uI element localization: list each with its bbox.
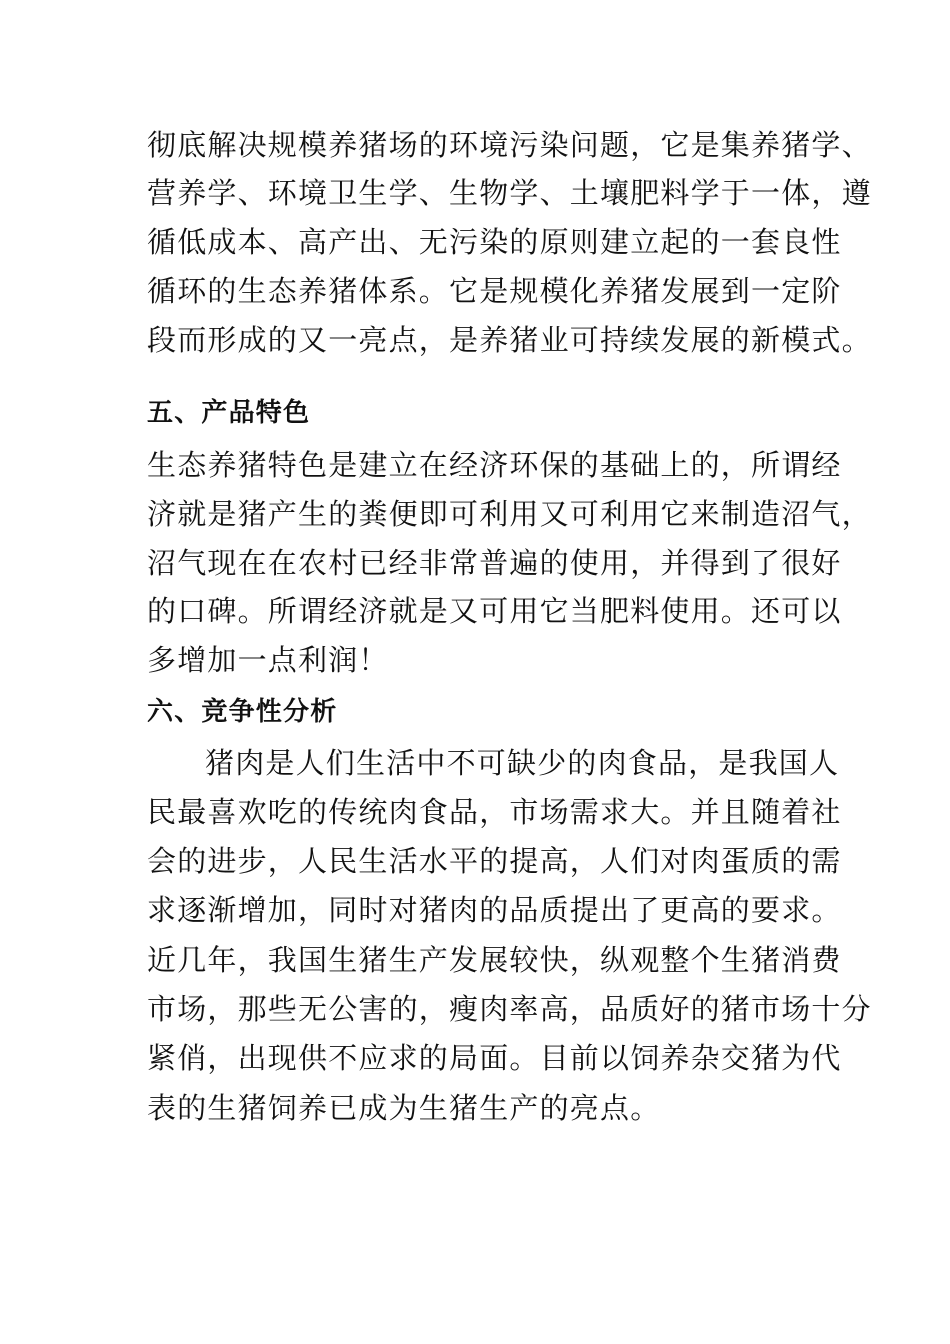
text-line: 紧俏，出现供不应求的局面。目前以饲养杂交猪为代 (147, 1041, 842, 1075)
text-line: 民最喜欢吃的传统肉食品，市场需求大。并且随着社 (147, 795, 842, 829)
section-heading: 六、竞争性分析 (147, 697, 338, 727)
text-line: 求逐渐增加，同时对猪肉的品质提出了更高的要求。 (147, 893, 842, 927)
text-line: 表的生猪饲养已成为生猪生产的亮点。 (147, 1091, 661, 1125)
text-line: 会的进步，人民生活水平的提高，人们对肉蛋质的需 (147, 844, 842, 878)
text-line: 沼气现在在农村已经非常普遍的使用，并得到了很好 (147, 546, 842, 580)
text-line: 市场，那些无公害的，瘦肉率高，品质好的猪市场十分 (147, 992, 872, 1026)
text-line: 猪肉是人们生活中不可缺少的肉食品，是我国人 (205, 746, 840, 780)
text-line: 近几年，我国生猪生产发展较快，纵观整个生猪消费 (147, 943, 842, 977)
text-line: 循低成本、高产出、无污染的原则建立起的一套良性 (147, 225, 842, 259)
text-line: 营养学、环境卫生学、生物学、土壤肥料学于一体，遵 (147, 176, 872, 210)
text-line: 济就是猪产生的粪便即可利用又可利用它来制造沼气， (147, 497, 872, 531)
text-line: 生态养猪特色是建立在经济环保的基础上的，所谓经 (147, 448, 842, 482)
text-line: 的口碑。所谓经济就是又可用它当肥料使用。还可以 (147, 594, 842, 628)
text-line: 多增加一点利润！ (147, 643, 389, 677)
section-heading: 五、产品特色 (147, 398, 311, 428)
text-line: 彻底解决规模养猪场的环境污染问题，它是集养猪学、 (147, 128, 872, 162)
text-line: 段而形成的又一亮点，是养猪业可持续发展的新模式。 (147, 323, 872, 357)
text-line: 循环的生态养猪体系。它是规模化养猪发展到一定阶 (147, 274, 842, 308)
